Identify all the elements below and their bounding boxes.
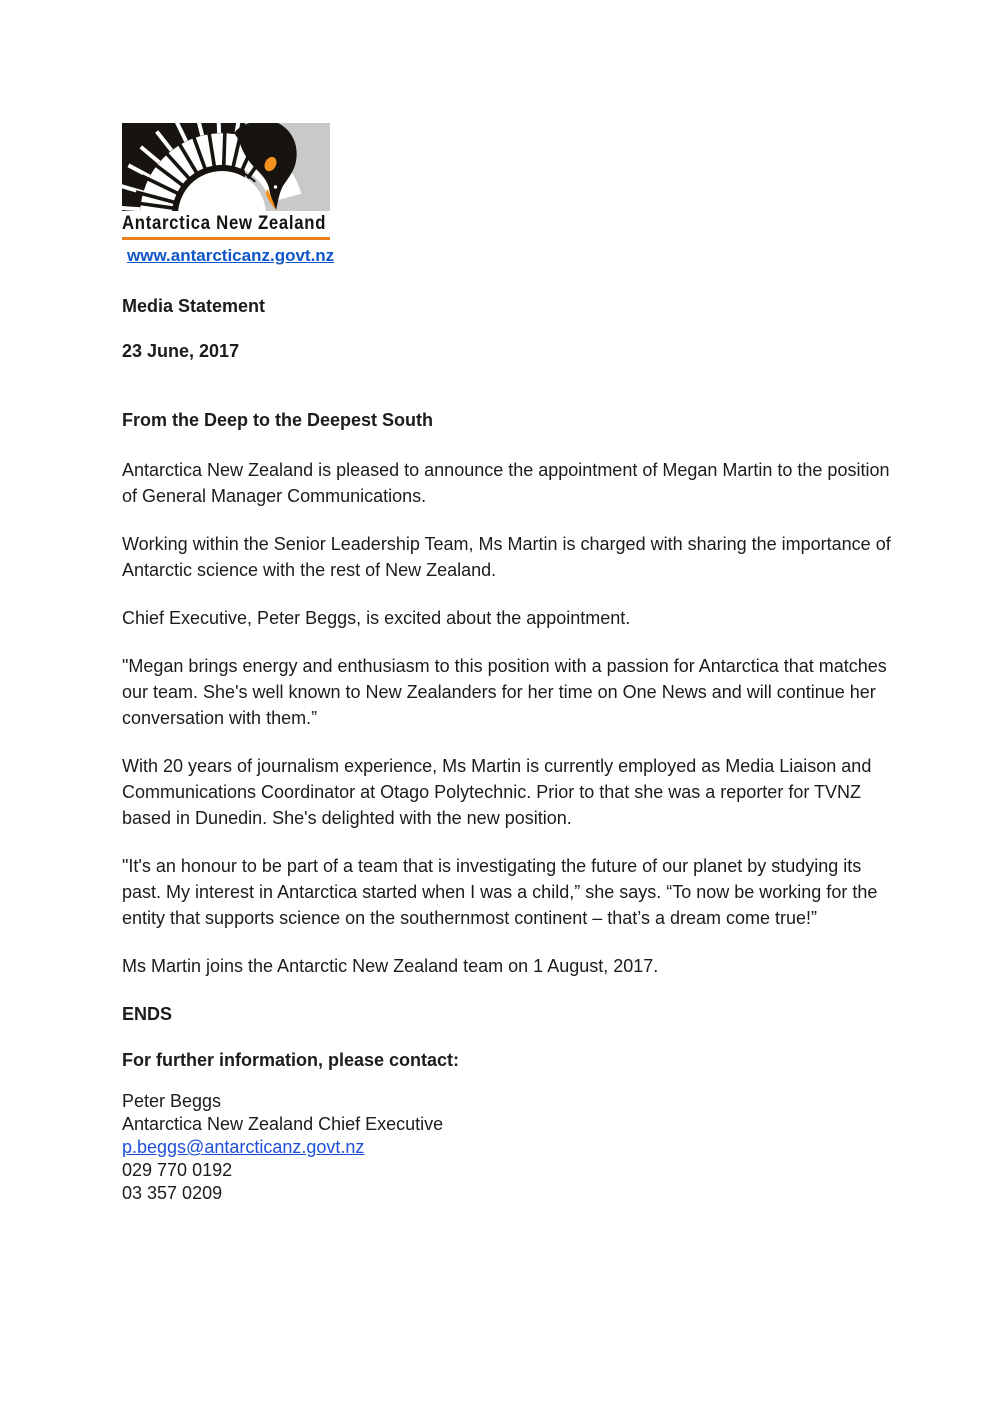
doc-type-label: Media Statement	[122, 296, 266, 316]
logo-block	[122, 123, 334, 266]
contact-phone-number: 03 357 0209	[122, 1183, 223, 1203]
contact-block	[122, 1090, 894, 1205]
doc-date: 23 June, 2017	[122, 341, 240, 361]
contact-title: Antarctica New Zealand Chief Executive	[122, 1114, 444, 1134]
antarctica-nz-penguin-logo-icon	[122, 123, 330, 211]
body-paragraph: With 20 years of journalism experience, Ms Martin is currently employed as Media Liaison and Communications Coordinator at Otago Polytechnic. Prior to that she was a reporter for TVNZ based in Dunedin. She's delighted with the new position.	[122, 756, 872, 828]
contact-name: Peter Beggs	[122, 1091, 222, 1111]
body-paragraph: Chief Executive, Peter Beggs, is excited about the appointment.	[122, 608, 631, 628]
contact-mobile-number: 029 770 0192	[122, 1160, 233, 1180]
contact-heading: For further information, please contact:	[122, 1050, 460, 1070]
contact-email-link[interactable]: p.beggs@antarcticanz.govt.nz	[122, 1137, 365, 1157]
logo-wordmark: Antarctica New Zealand	[122, 213, 327, 234]
logo-orange-rule	[122, 237, 330, 240]
body-paragraph: Antarctica New Zealand is pleased to announce the appointment of Megan Martin to the position of General Manager Communications.	[122, 460, 890, 506]
headline: From the Deep to the Deepest South	[122, 410, 434, 430]
body-paragraph: Working within the Senior Leadership Team, Ms Martin is charged with sharing the importance of Antarctic science with the rest of New Zealand.	[122, 534, 891, 580]
body-paragraph: "Megan brings energy and enthusiasm to this position with a passion for Antarctica that matches our team. She's well known to New Zealanders for her time on One News and will continue her conversation with them.”	[122, 656, 887, 728]
website-link[interactable]: www.antarcticanz.govt.nz	[127, 246, 335, 265]
body-paragraph: "It's an honour to be part of a team that is investigating the future of our planet by studying its past. My interest in Antarctica started when I was a child,” she says. “To now be working for the entity that supports science on the southernmost continent – that’s a dream come true!”	[122, 856, 878, 928]
body-paragraph: Ms Martin joins the Antarctic New Zealand team on 1 August, 2017.	[122, 956, 659, 976]
ends-marker: ENDS	[122, 1004, 173, 1024]
